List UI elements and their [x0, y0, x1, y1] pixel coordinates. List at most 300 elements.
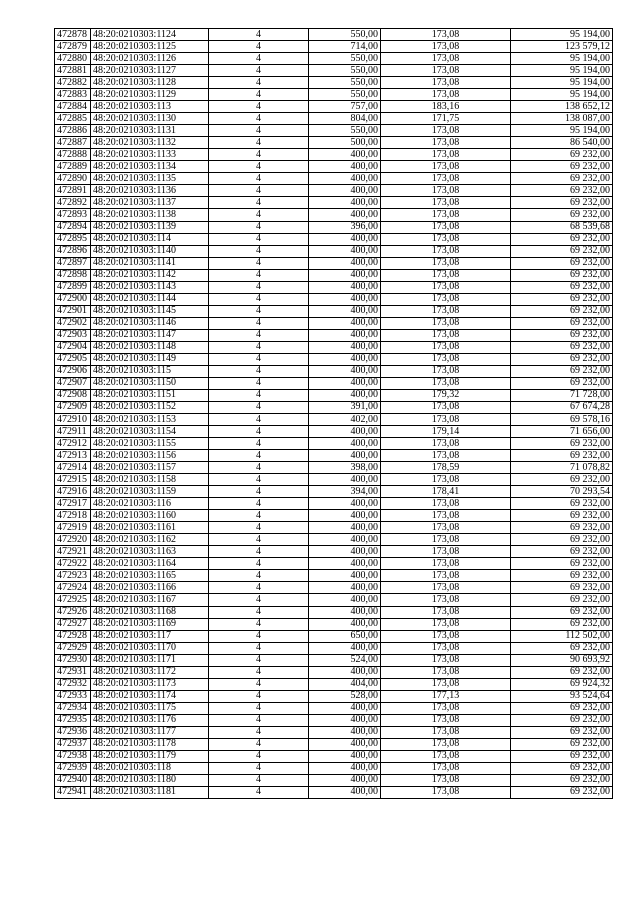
table-row [55, 678, 613, 690]
table-row [55, 173, 613, 185]
group-cell: 4 [209, 173, 309, 185]
rate-cell: 173,08 [381, 161, 511, 173]
cadastral-number-cell: 48:20:0210303:1124 [91, 29, 209, 41]
rate-cell: 173,08 [381, 498, 511, 510]
table-row [55, 426, 613, 438]
area-cell: 400,00 [309, 281, 381, 293]
row-id-cell: 472924 [55, 582, 91, 594]
area-cell: 400,00 [309, 786, 381, 798]
value-cell: 69 578,16 [511, 414, 613, 426]
row-id-cell: 472904 [55, 341, 91, 353]
table-row [55, 558, 613, 570]
group-cell: 4 [209, 377, 309, 389]
rate-cell: 173,08 [381, 630, 511, 642]
group-cell: 4 [209, 462, 309, 474]
rate-cell: 173,08 [381, 149, 511, 161]
table-row [55, 642, 613, 654]
table-row [55, 209, 613, 221]
rate-cell: 173,08 [381, 582, 511, 594]
rate-cell: 173,08 [381, 137, 511, 149]
value-cell: 69 232,00 [511, 594, 613, 606]
value-cell: 86 540,00 [511, 137, 613, 149]
group-cell: 4 [209, 41, 309, 53]
rate-cell: 173,08 [381, 510, 511, 522]
table-row [55, 690, 613, 702]
area-cell: 400,00 [309, 474, 381, 486]
cadastral-number-cell: 48:20:0210303:1143 [91, 281, 209, 293]
cadastral-number-cell: 48:20:0210303:1136 [91, 185, 209, 197]
table-row [55, 486, 613, 498]
value-cell: 69 232,00 [511, 498, 613, 510]
cadastral-number-cell: 48:20:0210303:1152 [91, 401, 209, 413]
area-cell: 400,00 [309, 365, 381, 377]
group-cell: 4 [209, 450, 309, 462]
value-cell: 69 232,00 [511, 474, 613, 486]
value-cell: 69 232,00 [511, 762, 613, 774]
group-cell: 4 [209, 750, 309, 762]
row-id-cell: 472941 [55, 786, 91, 798]
row-id-cell: 472880 [55, 53, 91, 65]
cadastral-number-cell: 48:20:0210303:1168 [91, 606, 209, 618]
table-row [55, 630, 613, 642]
rate-cell: 173,08 [381, 185, 511, 197]
value-cell: 70 293,54 [511, 486, 613, 498]
row-id-cell: 472938 [55, 750, 91, 762]
table-body [55, 29, 613, 799]
group-cell: 4 [209, 293, 309, 305]
cadastral-number-cell: 48:20:0210303:1133 [91, 149, 209, 161]
row-id-cell: 472918 [55, 510, 91, 522]
table-row [55, 522, 613, 534]
cadastral-number-cell: 48:20:0210303:1132 [91, 137, 209, 149]
value-cell: 69 232,00 [511, 329, 613, 341]
group-cell: 4 [209, 618, 309, 630]
row-id-cell: 472932 [55, 678, 91, 690]
value-cell: 69 232,00 [511, 353, 613, 365]
table-row [55, 666, 613, 678]
cadastral-number-cell: 48:20:0210303:1153 [91, 414, 209, 426]
area-cell: 400,00 [309, 438, 381, 450]
cadastral-number-cell: 48:20:0210303:1146 [91, 317, 209, 329]
cadastral-number-cell: 48:20:0210303:1131 [91, 125, 209, 137]
cadastral-number-cell: 48:20:0210303:1165 [91, 570, 209, 582]
cadastral-number-cell: 48:20:0210303:1159 [91, 486, 209, 498]
value-cell: 69 232,00 [511, 305, 613, 317]
rate-cell: 173,08 [381, 702, 511, 714]
rate-cell: 173,08 [381, 546, 511, 558]
area-cell: 404,00 [309, 678, 381, 690]
value-cell: 69 232,00 [511, 546, 613, 558]
area-cell: 400,00 [309, 762, 381, 774]
cadastral-number-cell: 48:20:0210303:1150 [91, 377, 209, 389]
cadastral-number-cell: 48:20:0210303:1127 [91, 65, 209, 77]
group-cell: 4 [209, 101, 309, 113]
row-id-cell: 472922 [55, 558, 91, 570]
table-row [55, 125, 613, 137]
rate-cell: 171,75 [381, 113, 511, 125]
area-cell: 804,00 [309, 113, 381, 125]
group-cell: 4 [209, 113, 309, 125]
table-row [55, 221, 613, 233]
group-cell: 4 [209, 341, 309, 353]
table-row [55, 594, 613, 606]
area-cell: 400,00 [309, 341, 381, 353]
value-cell: 69 232,00 [511, 786, 613, 798]
value-cell: 68 539,68 [511, 221, 613, 233]
area-cell: 550,00 [309, 65, 381, 77]
area-cell: 400,00 [309, 618, 381, 630]
cadastral-number-cell: 48:20:0210303:1125 [91, 41, 209, 53]
row-id-cell: 472937 [55, 738, 91, 750]
group-cell: 4 [209, 522, 309, 534]
cadastral-number-cell: 48:20:0210303:1149 [91, 353, 209, 365]
cadastral-number-cell: 48:20:0210303:1157 [91, 462, 209, 474]
table-row [55, 498, 613, 510]
cadastral-number-cell: 48:20:0210303:1137 [91, 197, 209, 209]
row-id-cell: 472928 [55, 630, 91, 642]
area-cell: 400,00 [309, 245, 381, 257]
table-row [55, 726, 613, 738]
row-id-cell: 472887 [55, 137, 91, 149]
group-cell: 4 [209, 185, 309, 197]
row-id-cell: 472905 [55, 353, 91, 365]
group-cell: 4 [209, 161, 309, 173]
cadastral-number-cell: 48:20:0210303:1175 [91, 702, 209, 714]
row-id-cell: 472931 [55, 666, 91, 678]
cadastral-number-cell: 48:20:0210303:1158 [91, 474, 209, 486]
rate-cell: 173,08 [381, 293, 511, 305]
value-cell: 71 078,82 [511, 462, 613, 474]
table-row [55, 65, 613, 77]
value-cell: 69 232,00 [511, 209, 613, 221]
table-row [55, 702, 613, 714]
value-cell: 69 232,00 [511, 522, 613, 534]
rate-cell: 173,08 [381, 209, 511, 221]
rate-cell: 177,13 [381, 690, 511, 702]
area-cell: 400,00 [309, 510, 381, 522]
row-id-cell: 472902 [55, 317, 91, 329]
area-cell: 400,00 [309, 389, 381, 401]
group-cell: 4 [209, 534, 309, 546]
cadastral-number-cell: 48:20:0210303:1154 [91, 426, 209, 438]
rate-cell: 173,08 [381, 558, 511, 570]
group-cell: 4 [209, 233, 309, 245]
group-cell: 4 [209, 125, 309, 137]
group-cell: 4 [209, 546, 309, 558]
table-row [55, 41, 613, 53]
table-row [55, 77, 613, 89]
table-row [55, 293, 613, 305]
value-cell: 69 232,00 [511, 269, 613, 281]
cadastral-number-cell: 48:20:0210303:1144 [91, 293, 209, 305]
value-cell: 69 232,00 [511, 317, 613, 329]
rate-cell: 173,08 [381, 678, 511, 690]
value-cell: 95 194,00 [511, 65, 613, 77]
cadastral-number-cell: 48:20:0210303:1156 [91, 450, 209, 462]
rate-cell: 173,08 [381, 317, 511, 329]
group-cell: 4 [209, 498, 309, 510]
area-cell: 714,00 [309, 41, 381, 53]
cadastral-number-cell: 48:20:0210303:1160 [91, 510, 209, 522]
value-cell: 95 194,00 [511, 77, 613, 89]
area-cell: 550,00 [309, 89, 381, 101]
area-cell: 400,00 [309, 498, 381, 510]
cadastral-number-cell: 48:20:0210303:1151 [91, 389, 209, 401]
table-row [55, 654, 613, 666]
row-id-cell: 472925 [55, 594, 91, 606]
table-row [55, 269, 613, 281]
value-cell: 69 232,00 [511, 438, 613, 450]
table-row [55, 317, 613, 329]
area-cell: 400,00 [309, 305, 381, 317]
cadastral-number-cell: 48:20:0210303:1172 [91, 666, 209, 678]
group-cell: 4 [209, 438, 309, 450]
rate-cell: 173,08 [381, 245, 511, 257]
data-table [54, 28, 613, 799]
rate-cell: 173,08 [381, 786, 511, 798]
value-cell: 69 232,00 [511, 570, 613, 582]
value-cell: 67 674,28 [511, 401, 613, 413]
group-cell: 4 [209, 510, 309, 522]
rate-cell: 173,08 [381, 401, 511, 413]
group-cell: 4 [209, 221, 309, 233]
group-cell: 4 [209, 642, 309, 654]
rate-cell: 173,08 [381, 414, 511, 426]
cadastral-number-cell: 48:20:0210303:1148 [91, 341, 209, 353]
rate-cell: 179,14 [381, 426, 511, 438]
cadastral-number-cell: 48:20:0210303:1138 [91, 209, 209, 221]
area-cell: 550,00 [309, 125, 381, 137]
value-cell: 69 232,00 [511, 510, 613, 522]
row-id-cell: 472916 [55, 486, 91, 498]
table-row [55, 762, 613, 774]
area-cell: 400,00 [309, 269, 381, 281]
value-cell: 69 232,00 [511, 257, 613, 269]
cadastral-number-cell: 48:20:0210303:1180 [91, 774, 209, 786]
group-cell: 4 [209, 738, 309, 750]
group-cell: 4 [209, 702, 309, 714]
value-cell: 138 087,00 [511, 113, 613, 125]
area-cell: 402,00 [309, 414, 381, 426]
rate-cell: 173,08 [381, 353, 511, 365]
row-id-cell: 472934 [55, 702, 91, 714]
group-cell: 4 [209, 245, 309, 257]
value-cell: 69 232,00 [511, 341, 613, 353]
area-cell: 400,00 [309, 450, 381, 462]
group-cell: 4 [209, 209, 309, 221]
row-id-cell: 472892 [55, 197, 91, 209]
area-cell: 394,00 [309, 486, 381, 498]
value-cell: 69 232,00 [511, 245, 613, 257]
value-cell: 69 232,00 [511, 738, 613, 750]
rate-cell: 173,08 [381, 341, 511, 353]
group-cell: 4 [209, 149, 309, 161]
row-id-cell: 472909 [55, 401, 91, 413]
rate-cell: 173,08 [381, 738, 511, 750]
group-cell: 4 [209, 53, 309, 65]
group-cell: 4 [209, 77, 309, 89]
row-id-cell: 472901 [55, 305, 91, 317]
table-row [55, 414, 613, 426]
row-id-cell: 472895 [55, 233, 91, 245]
row-id-cell: 472930 [55, 654, 91, 666]
table-row [55, 245, 613, 257]
rate-cell: 173,08 [381, 666, 511, 678]
cadastral-number-cell: 48:20:0210303:1155 [91, 438, 209, 450]
row-id-cell: 472882 [55, 77, 91, 89]
cadastral-number-cell: 48:20:0210303:1170 [91, 642, 209, 654]
cadastral-number-cell: 48:20:0210303:1177 [91, 726, 209, 738]
row-id-cell: 472888 [55, 149, 91, 161]
group-cell: 4 [209, 774, 309, 786]
group-cell: 4 [209, 401, 309, 413]
area-cell: 400,00 [309, 702, 381, 714]
area-cell: 400,00 [309, 257, 381, 269]
group-cell: 4 [209, 389, 309, 401]
rate-cell: 173,08 [381, 77, 511, 89]
row-id-cell: 472890 [55, 173, 91, 185]
value-cell: 95 194,00 [511, 125, 613, 137]
row-id-cell: 472927 [55, 618, 91, 630]
table-row [55, 365, 613, 377]
table-row [55, 474, 613, 486]
value-cell: 69 232,00 [511, 233, 613, 245]
table-row [55, 305, 613, 317]
area-cell: 400,00 [309, 714, 381, 726]
cadastral-number-cell: 48:20:0210303:1178 [91, 738, 209, 750]
group-cell: 4 [209, 414, 309, 426]
row-id-cell: 472896 [55, 245, 91, 257]
value-cell: 69 232,00 [511, 161, 613, 173]
row-id-cell: 472878 [55, 29, 91, 41]
area-cell: 400,00 [309, 594, 381, 606]
rate-cell: 173,08 [381, 594, 511, 606]
group-cell: 4 [209, 582, 309, 594]
area-cell: 400,00 [309, 642, 381, 654]
cadastral-number-cell: 48:20:0210303:1140 [91, 245, 209, 257]
value-cell: 69 232,00 [511, 149, 613, 161]
table-row [55, 101, 613, 113]
row-id-cell: 472889 [55, 161, 91, 173]
rate-cell: 173,08 [381, 125, 511, 137]
table-row [55, 149, 613, 161]
row-id-cell: 472914 [55, 462, 91, 474]
table-row [55, 29, 613, 41]
value-cell: 95 194,00 [511, 89, 613, 101]
rate-cell: 173,08 [381, 29, 511, 41]
row-id-cell: 472879 [55, 41, 91, 53]
table-row [55, 438, 613, 450]
row-id-cell: 472917 [55, 498, 91, 510]
area-cell: 400,00 [309, 534, 381, 546]
value-cell: 69 232,00 [511, 293, 613, 305]
group-cell: 4 [209, 65, 309, 77]
value-cell: 69 924,32 [511, 678, 613, 690]
value-cell: 90 693,92 [511, 654, 613, 666]
table-row [55, 185, 613, 197]
area-cell: 400,00 [309, 738, 381, 750]
row-id-cell: 472903 [55, 329, 91, 341]
group-cell: 4 [209, 365, 309, 377]
area-cell: 400,00 [309, 233, 381, 245]
area-cell: 400,00 [309, 293, 381, 305]
group-cell: 4 [209, 137, 309, 149]
group-cell: 4 [209, 305, 309, 317]
table-row [55, 377, 613, 389]
group-cell: 4 [209, 630, 309, 642]
area-cell: 400,00 [309, 161, 381, 173]
area-cell: 400,00 [309, 606, 381, 618]
cadastral-number-cell: 48:20:0210303:1126 [91, 53, 209, 65]
rate-cell: 173,08 [381, 438, 511, 450]
cadastral-number-cell: 48:20:0210303:1164 [91, 558, 209, 570]
group-cell: 4 [209, 281, 309, 293]
area-cell: 400,00 [309, 353, 381, 365]
area-cell: 400,00 [309, 774, 381, 786]
table-row [55, 401, 613, 413]
table-row [55, 786, 613, 798]
area-cell: 650,00 [309, 630, 381, 642]
area-cell: 400,00 [309, 426, 381, 438]
rate-cell: 173,08 [381, 173, 511, 185]
table-row [55, 137, 613, 149]
row-id-cell: 472920 [55, 534, 91, 546]
rate-cell: 183,16 [381, 101, 511, 113]
rate-cell: 173,08 [381, 618, 511, 630]
area-cell: 400,00 [309, 546, 381, 558]
group-cell: 4 [209, 654, 309, 666]
value-cell: 69 232,00 [511, 281, 613, 293]
area-cell: 391,00 [309, 401, 381, 413]
table-row [55, 257, 613, 269]
value-cell: 69 232,00 [511, 582, 613, 594]
group-cell: 4 [209, 197, 309, 209]
row-id-cell: 472923 [55, 570, 91, 582]
group-cell: 4 [209, 762, 309, 774]
table-row [55, 197, 613, 209]
row-id-cell: 472913 [55, 450, 91, 462]
rate-cell: 179,32 [381, 389, 511, 401]
table-row [55, 546, 613, 558]
group-cell: 4 [209, 606, 309, 618]
area-cell: 400,00 [309, 317, 381, 329]
area-cell: 400,00 [309, 522, 381, 534]
group-cell: 4 [209, 317, 309, 329]
cadastral-number-cell: 48:20:0210303:1142 [91, 269, 209, 281]
row-id-cell: 472939 [55, 762, 91, 774]
rate-cell: 173,08 [381, 269, 511, 281]
table-row [55, 714, 613, 726]
cadastral-number-cell: 48:20:0210303:1162 [91, 534, 209, 546]
cadastral-number-cell: 48:20:0210303:116 [91, 498, 209, 510]
row-id-cell: 472926 [55, 606, 91, 618]
table-row [55, 510, 613, 522]
row-id-cell: 472921 [55, 546, 91, 558]
rate-cell: 173,08 [381, 377, 511, 389]
cadastral-number-cell: 48:20:0210303:1129 [91, 89, 209, 101]
area-cell: 400,00 [309, 377, 381, 389]
value-cell: 69 232,00 [511, 558, 613, 570]
group-cell: 4 [209, 353, 309, 365]
group-cell: 4 [209, 678, 309, 690]
table-row [55, 582, 613, 594]
row-id-cell: 472933 [55, 690, 91, 702]
cadastral-number-cell: 48:20:0210303:1161 [91, 522, 209, 534]
rate-cell: 173,08 [381, 726, 511, 738]
area-cell: 396,00 [309, 221, 381, 233]
area-cell: 400,00 [309, 582, 381, 594]
area-cell: 400,00 [309, 666, 381, 678]
